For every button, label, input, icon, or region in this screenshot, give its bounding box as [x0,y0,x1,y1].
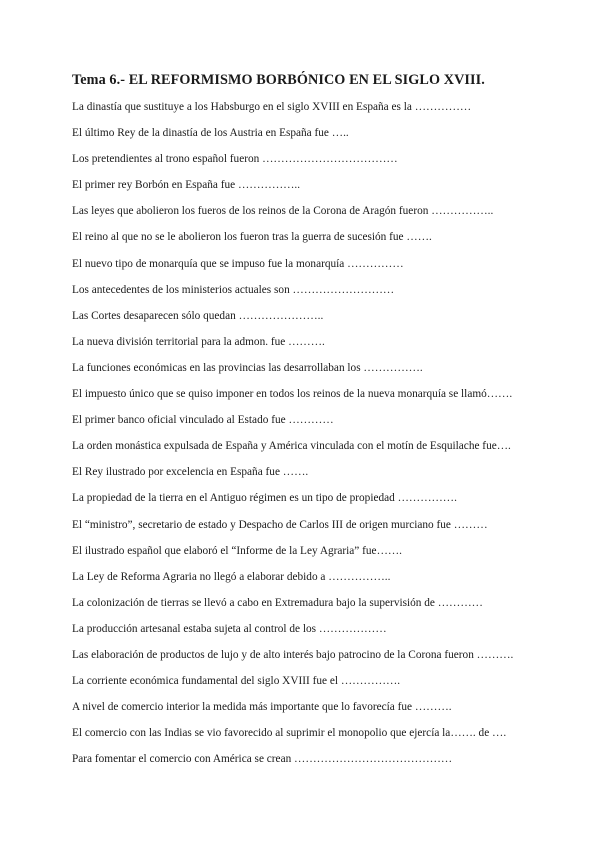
question-item: La colonización de tierras se llevó a cabo en Extremadura bajo la supervisión de ………… [72,596,483,609]
question-item: El reino al que no se le abolieron los fueron tras la guerra de sucesión fue ……. [72,231,432,244]
question-item: El primer rey Borbón en España fue …………….. [72,179,301,192]
question-item: La Ley de Reforma Agraria no llegó a elaborar debido a …………….. [72,570,391,583]
question-item: El ilustrado español que elaboró el “Informe de la Ley Agraria” fue……. [72,544,402,557]
question-item: El Rey ilustrado por excelencia en España fue ……. [72,466,309,479]
question-item: Las leyes que abolieron los fueros de los reinos de la Corona de Aragón fueron …………….. [72,205,494,218]
question-item: La propiedad de la tierra en el Antiguo régimen es un tipo de propiedad ……………. [72,492,457,505]
question-item: Los pretendientes al trono español fueron ……………………………… [72,153,398,166]
question-item: El impuesto único que se quiso imponer en todos los reinos de la nueva monarquía se llamó……. [72,388,513,401]
question-item: La producción artesanal estaba sujeta al control de los ……………… [72,622,387,635]
question-list [72,99,542,767]
question-item: La corriente económica fundamental del siglo XVIII fue el ……………. [72,675,401,688]
worksheet-page [72,70,542,777]
question-item: El nuevo tipo de monarquía que se impuso fue la monarquía …………… [72,257,404,270]
question-item: El “ministro”, secretario de estado y Despacho de Carlos III de origen murciano fue ……… [72,518,488,531]
question-item: El comercio con las Indias se vio favorecido al suprimir el monopolio que ejercía la……. de …. [72,727,507,740]
question-item: Los antecedentes de los ministerios actuales son ……………………… [72,283,395,296]
question-item: A nivel de comercio interior la medida más importante que lo favorecía fue ………. [72,701,452,714]
question-item: La orden monástica expulsada de España y América vinculada con el motín de Esquilache fue…. [72,440,511,453]
question-item: Las elaboración de productos de lujo y de alto interés bajo patrocino de la Corona fueron ………. [72,648,514,661]
question-item: El último Rey de la dinastía de los Austria en España fue ….. [72,127,349,140]
question-item: La nueva división territorial para la admon. fue ………. [72,335,325,348]
page-title: Tema 6.- EL REFORMISMO BORBÓNICO EN EL SIGLO XVIII. [72,72,485,88]
question-item: Para fomentar el comercio con América se crean …………………………………… [72,753,453,766]
question-item: La dinastía que sustituye a los Habsburgo en el siglo XVIII en España es la …………… [72,101,472,113]
question-item: La funciones económicas en las provincias las desarrollaban los ……………. [72,361,423,374]
question-item: El primer banco oficial vinculado al Estado fue ………… [72,414,334,427]
question-item: Las Cortes desaparecen sólo quedan ………………….. [72,309,324,322]
